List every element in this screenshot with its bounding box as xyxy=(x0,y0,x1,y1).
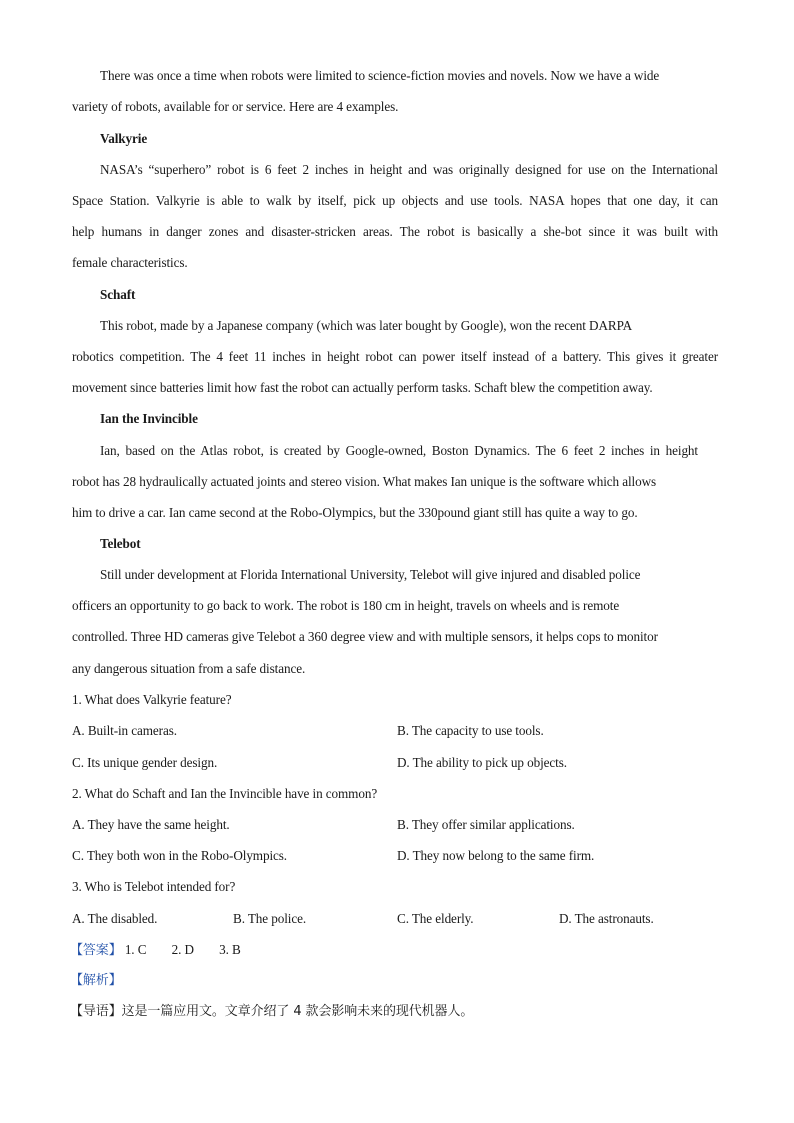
answer-item-3: 3. B xyxy=(219,942,241,957)
section-title-valkyrie: Valkyrie xyxy=(100,131,148,146)
section-title-ian: Ian the Invincible xyxy=(100,411,198,426)
schaft-line-2: robotics competition. The 4 feet 11 inches in height robot can power itself instead of a battery. This gives it greater xyxy=(72,349,718,364)
question-3-option-a: A. The disabled. xyxy=(72,911,158,926)
ian-line-2: robot has 28 hydraulically actuated joints and stereo vision. What makes Ian unique is the software which allows xyxy=(72,474,657,489)
question-3-option-b: B. The police. xyxy=(233,911,307,926)
question-1-option-d: D. The ability to pick up objects. xyxy=(397,755,567,770)
valkyrie-line-1: NASA’s “superhero” robot is 6 feet 2 inches in height and was originally designed for use on the International xyxy=(100,162,718,177)
section-title-telebot: Telebot xyxy=(100,536,141,551)
schaft-line-1: This robot, made by a Japanese company (which was later bought by Google), won the recent DARPA xyxy=(100,318,633,333)
question-2-option-b: B. They offer similar applications. xyxy=(397,817,575,832)
question-2-option-a: A. They have the same height. xyxy=(72,817,230,832)
telebot-line-4: any dangerous situation from a safe distance. xyxy=(72,661,306,676)
valkyrie-line-3: help humans in danger zones and disaster-stricken areas. The robot is basically a she-bot since it was built with xyxy=(72,224,718,239)
question-1-option-a: A. Built-in cameras. xyxy=(72,723,177,738)
intro-line-1: There was once a time when robots were limited to science-fiction movies and novels. Now we have a wide xyxy=(100,68,660,83)
telebot-line-3: controlled. Three HD cameras give Telebot a 360 degree view and with multiple sensors, it helps cops to monitor xyxy=(72,629,658,644)
telebot-line-1: Still under development at Florida International University, Telebot will give injured and disabled police xyxy=(100,567,641,582)
question-3-option-c: C. The elderly. xyxy=(397,911,474,926)
guide-label: 【导语】 xyxy=(70,1004,122,1019)
section-title-schaft: Schaft xyxy=(100,287,136,302)
answer-label: 【答案】 xyxy=(70,943,122,958)
question-1-stem: 1. What does Valkyrie feature? xyxy=(72,692,232,707)
telebot-line-2: officers an opportunity to go back to work. The robot is 180 cm in height, travels on wheels and is remote xyxy=(72,598,620,613)
question-1-option-b: B. The capacity to use tools. xyxy=(397,723,544,738)
question-3-option-d: D. The astronauts. xyxy=(559,911,654,926)
schaft-line-3: movement since batteries limit how fast the robot can actually perform tasks. Schaft blew the competition away. xyxy=(72,380,653,395)
answer-item-1: 1. C xyxy=(124,942,147,957)
answer-row xyxy=(70,941,263,960)
guide-text: 这是一篇应用文。文章介绍了 4 款会影响未来的现代机器人。 xyxy=(121,1004,474,1019)
question-1-option-c: C. Its unique gender design. xyxy=(72,755,218,770)
question-2-option-c: C. They both won in the Robo-Olympics. xyxy=(72,848,288,863)
question-3-stem: 3. Who is Telebot intended for? xyxy=(72,879,236,894)
analysis-label xyxy=(70,972,122,990)
question-2-stem: 2. What do Schaft and Ian the Invincible have in common? xyxy=(72,786,378,801)
valkyrie-line-4: female characteristics. xyxy=(72,255,188,270)
analysis-label-text: 【解析】 xyxy=(70,973,122,988)
guide-row xyxy=(70,1003,473,1021)
answer-item-2: 2. D xyxy=(171,942,194,957)
valkyrie-line-2: Space Station. Valkyrie is able to walk by itself, pick up objects and use tools. NASA hopes that one day, it can xyxy=(72,193,718,208)
ian-line-1: Ian, based on the Atlas robot, is created by Google-owned, Boston Dynamics. The 6 feet 2 inches in height xyxy=(100,443,698,458)
ian-line-3: him to drive a car. Ian came second at the Robo-Olympics, but the 330pound giant still has quite a way to go. xyxy=(72,505,638,520)
question-2-option-d: D. They now belong to the same firm. xyxy=(397,848,595,863)
intro-line-2: variety of robots, available for or service. Here are 4 examples. xyxy=(72,99,399,114)
